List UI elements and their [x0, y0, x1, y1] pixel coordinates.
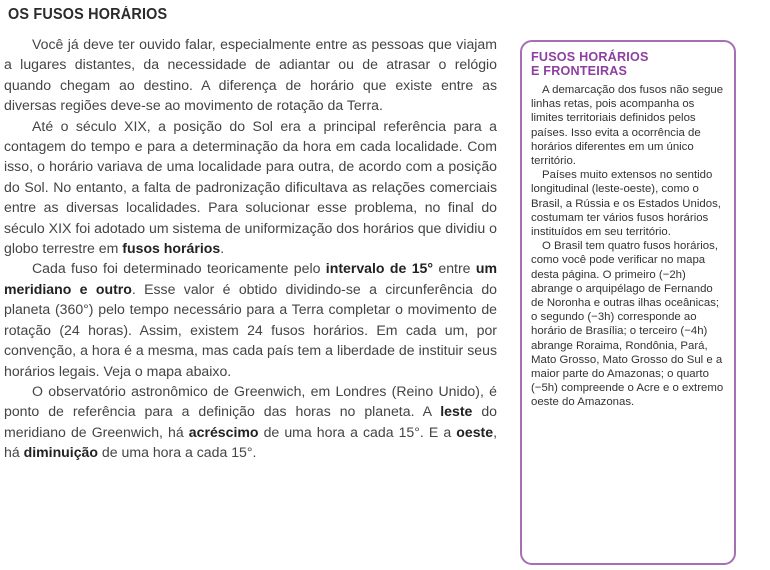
- paragraph-3-text-a: Cada fuso foi determinado teoricamente pelo: [32, 260, 326, 277]
- paragraph-4-text-i: de uma hora a cada 15°.: [98, 444, 257, 461]
- main-text: [4, 34, 497, 463]
- sidebar-title-line-1: FUSOS HORÁRIOS: [531, 50, 649, 64]
- sidebar-paragraph-3: O Brasil tem quatro fusos horários, como você pode verificar no mapa desta página. O primeiro (−2h) abrange o arquipélago de Fernando de Noronha e outras ilhas oceânicas; o segundo (−3h) corresponde ao horário de Brasília; o terceiro (−4h) abrange Roraima, Rondônia, Pará, Mato Grosso, Mato Grosso do Sul e a maior parte do Amazonas; o quarto (−5h) compreende o Acre e o extremo oeste do Amazonas.: [531, 240, 724, 409]
- term-intervalo: intervalo de 15°: [325, 260, 434, 277]
- sidebar-box: [520, 40, 736, 565]
- sidebar-title: [531, 50, 726, 78]
- sidebar-paragraph-1: A demarcação dos fusos não segue linhas retas, pois acompanha os limites territoriais definidos pelos países. Isso evita a ocorrência de horários diferentes em um único território.: [531, 84, 724, 168]
- paragraph-2-end: .: [220, 240, 225, 257]
- paragraph-4-text-e: de uma hora a cada 15°. E a: [258, 423, 457, 440]
- paragraph-2: [4, 116, 497, 259]
- paragraph-3-text-c: entre: [433, 260, 476, 277]
- term-acrescimo: acréscimo: [188, 423, 259, 440]
- paragraph-3: [4, 258, 497, 380]
- sidebar-paragraph-2: Países muito extensos no sentido longitudinal (leste-oeste), como o Brasil, a Rússia e os Estados Unidos, costumam ter vários fusos horários instituídos em seu território.: [531, 169, 721, 239]
- term-leste: leste: [440, 403, 473, 420]
- term-diminuicao: diminuição: [23, 444, 98, 461]
- term-oeste: oeste: [456, 423, 494, 440]
- paragraph-3-text-e: . Esse valor é obtido dividindo-se a circunferência do planeta (360°) pelo tempo necessário para a Terra completar o movimento de rotação (24 horas). Assim, existem 24 fusos horários. Em cada um, por convenção, a hora é a mesma, mas cada país tem a liberdade de instituir seus horários legais. Veja o mapa abaixo.: [4, 280, 497, 379]
- sidebar-text: [531, 83, 726, 410]
- paragraph-4-text-c: do meridiano de Greenwich, há: [4, 403, 498, 440]
- paragraph-2-text: Até o século XIX, a posição do Sol era a principal referência para a contagem do tempo e para a determinação da hora em cada localidade. Com isso, o horário variava de uma localidade para outra, de acordo com a posição do Sol. No entanto, a falta de padronização dificultava as relações comerciais entre as diversas localidades. Para solucionar esse problema, no final do século XIX foi adotado um sistema de uniformização dos horários que dividiu o globo terrestre em: [4, 117, 497, 257]
- section-heading: OS FUSOS HORÁRIOS: [8, 6, 168, 23]
- paragraph-4-text-g: , há: [4, 423, 497, 461]
- sidebar-title-line-2: E FRONTEIRAS: [531, 64, 628, 78]
- term-meridiano: um meridiano e outro: [4, 260, 497, 297]
- term-fusos-horarios: fusos horários: [122, 240, 221, 257]
- paragraph-4: [4, 381, 497, 463]
- paragraph-4-text-a: O observatório astronômico de Greenwich, em Londres (Reino Unido), é ponto de referência para a definição das horas no planeta. A: [4, 382, 497, 420]
- paragraph-1: Você já deve ter ouvido falar, especialmente entre as pessoas que viajam a lugares distantes, da necessidade de adiantar ou de atrasar o relógio quando chegam ao destino. A diferença de horário que existe entre as diversas regiões deve-se ao movimento de rotação da Terra.: [4, 36, 497, 114]
